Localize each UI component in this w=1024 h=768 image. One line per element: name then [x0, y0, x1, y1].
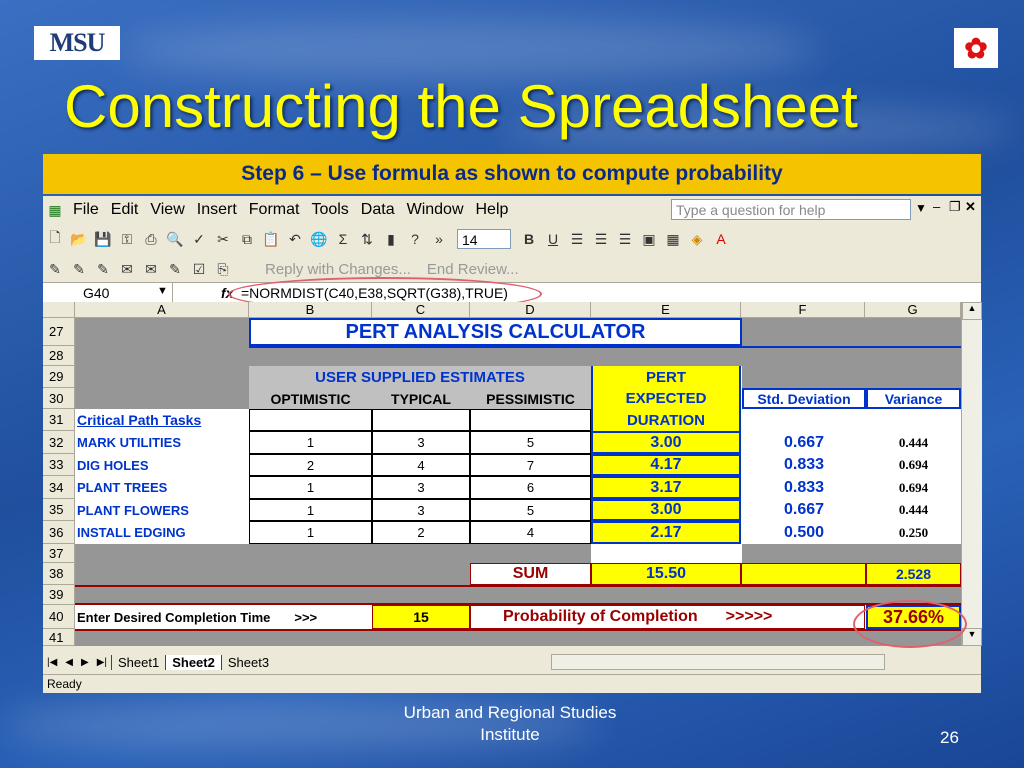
print-preview-icon[interactable]: 🔍: [166, 230, 184, 247]
pessimistic-value[interactable]: 7: [470, 454, 591, 476]
bold-icon[interactable]: B: [523, 231, 535, 247]
sum-duration[interactable]: 15.50: [591, 563, 741, 585]
variance-value[interactable]: 0.250: [898, 524, 929, 540]
col-header-e[interactable]: E: [591, 302, 741, 318]
spreadsheet-grid: [43, 302, 961, 646]
help-search-input[interactable]: Type a question for help: [671, 199, 911, 220]
tab-next-icon[interactable]: ▶: [81, 656, 89, 668]
formula-input[interactable]: =NORMDIST(C40,E38,SQRT(G38),TRUE): [241, 285, 508, 301]
row-header[interactable]: 29: [43, 366, 75, 388]
autosum-icon[interactable]: Σ: [338, 231, 348, 247]
paste-icon[interactable]: 📋: [262, 230, 280, 247]
footer-institute: [370, 702, 650, 746]
undo-icon[interactable]: ↶: [289, 230, 301, 247]
optimistic-value[interactable]: 1: [249, 499, 372, 521]
duration-header[interactable]: DURATION: [591, 409, 741, 431]
probability-result[interactable]: 37.66%: [866, 605, 961, 629]
row-header[interactable]: 31: [43, 409, 75, 431]
cell-empty[interactable]: [470, 409, 591, 431]
chart-icon[interactable]: ▮: [387, 230, 395, 247]
page-number: 26: [940, 728, 959, 747]
row-header[interactable]: 39: [43, 585, 75, 605]
gray-block: [742, 544, 961, 563]
optimistic-value[interactable]: 2: [249, 454, 372, 476]
expected-duration-value[interactable]: 2.17: [591, 521, 741, 544]
menu-edit[interactable]: Edit: [110, 201, 139, 218]
scroll-up-icon[interactable]: ▲: [962, 302, 982, 320]
menu-tools[interactable]: Tools: [311, 201, 349, 218]
save-icon[interactable]: 💾: [94, 230, 112, 247]
std-deviation-header[interactable]: Std. Deviation: [742, 388, 866, 409]
gray-block: [75, 629, 961, 646]
tab-prev-icon[interactable]: ◀: [65, 656, 73, 668]
completion-time-input[interactable]: 15: [372, 605, 470, 629]
cell-empty[interactable]: [741, 563, 866, 585]
row-header[interactable]: 40: [43, 605, 75, 629]
probability-label-text: Probability of Completion: [503, 608, 698, 625]
step-banner: Step 6 – Use formula as shown to compute probability: [43, 154, 981, 194]
cell-empty[interactable]: [249, 409, 372, 431]
row-header[interactable]: 35: [43, 499, 75, 521]
col-header-b[interactable]: B: [249, 302, 372, 318]
sum-label[interactable]: SUM: [470, 563, 591, 585]
variance-value[interactable]: 0.694: [898, 457, 929, 472]
user-estimates-header[interactable]: USER SUPPLIED ESTIMATES: [249, 366, 591, 388]
select-all-corner[interactable]: [43, 302, 75, 318]
tab-sheet3[interactable]: Sheet3: [221, 655, 275, 670]
col-header-a[interactable]: A: [75, 302, 249, 318]
std-deviation-value[interactable]: 0.833: [783, 478, 825, 496]
menu-data[interactable]: Data: [360, 201, 395, 218]
row-header[interactable]: 41: [43, 629, 75, 646]
variance-value[interactable]: 0.694: [898, 479, 929, 495]
task-name[interactable]: PLANT TREES: [77, 480, 168, 495]
scroll-down-icon[interactable]: ▼: [962, 628, 982, 646]
sheet-tab-bar: [43, 652, 981, 672]
menu-insert[interactable]: Insert: [196, 201, 237, 218]
vertical-scrollbar[interactable]: [961, 302, 982, 646]
copy-icon[interactable]: ⧉: [242, 230, 252, 247]
probability-label[interactable]: [470, 605, 865, 629]
row-header[interactable]: 37: [43, 544, 75, 563]
end-review[interactable]: End Review...: [426, 260, 519, 278]
hyperlink-icon[interactable]: 🌐: [310, 230, 328, 247]
expected-duration-value[interactable]: 3.00: [591, 431, 741, 454]
fx-icon[interactable]: fx: [221, 285, 234, 301]
review-icon-3[interactable]: ✎: [97, 260, 109, 277]
font-size-select[interactable]: 14: [457, 229, 511, 249]
pessimistic-value[interactable]: 5: [470, 499, 591, 521]
permission-icon[interactable]: ⚿: [121, 230, 133, 247]
typical-value[interactable]: 3: [372, 499, 470, 521]
review-icon-1[interactable]: ✎: [49, 260, 61, 277]
name-box[interactable]: G40: [43, 283, 173, 303]
merge-center-icon[interactable]: ▣: [642, 230, 656, 247]
pessimistic-value[interactable]: 4: [470, 521, 591, 544]
print-icon[interactable]: ⎙: [145, 230, 157, 247]
review-icon-4[interactable]: ✉: [121, 260, 133, 277]
tab-first-icon[interactable]: |◀: [47, 656, 58, 668]
typical-value[interactable]: 3: [372, 476, 470, 499]
fill-color-icon[interactable]: ◈: [691, 230, 703, 247]
expected-duration-value[interactable]: 3.00: [591, 499, 741, 521]
row-header[interactable]: 32: [43, 431, 75, 454]
col-header-f[interactable]: F: [741, 302, 865, 318]
std-deviation-value[interactable]: 0.667: [783, 433, 825, 451]
footer-line1: Urban and Regional Studies: [403, 703, 617, 722]
excel-doc-icon[interactable]: ▦: [48, 201, 62, 218]
col-header-d[interactable]: D: [470, 302, 591, 318]
new-icon[interactable]: 🗋: [49, 229, 61, 245]
footer-line2: Institute: [480, 725, 540, 744]
completion-label-text: Enter Desired Completion Time: [77, 609, 271, 625]
optimistic-value[interactable]: 1: [249, 476, 372, 499]
sum-variance[interactable]: 2.528: [866, 563, 961, 585]
seal-icon: ✿: [954, 28, 998, 68]
gray-block: [75, 585, 961, 605]
row-header[interactable]: 28: [43, 346, 75, 366]
pessimistic-header[interactable]: PESSIMISTIC: [470, 388, 591, 409]
probability-arrows: >>>>>: [725, 608, 773, 625]
review-icon-6[interactable]: ✎: [169, 260, 181, 277]
msu-logo: MSU: [34, 26, 120, 60]
align-right-icon[interactable]: ☰: [618, 230, 632, 247]
typical-value[interactable]: 3: [372, 431, 470, 454]
formula-bar: [43, 282, 981, 303]
cut-icon[interactable]: ✂: [217, 230, 229, 247]
typical-value[interactable]: 2: [372, 521, 470, 544]
review-icon-7[interactable]: ☑: [192, 260, 206, 277]
align-left-icon[interactable]: ☰: [570, 230, 584, 247]
gray-block: [742, 318, 961, 346]
variance-value[interactable]: 0.444: [898, 434, 929, 450]
typical-header[interactable]: TYPICAL: [372, 388, 470, 409]
help-icon[interactable]: ?: [411, 231, 419, 247]
review-icon-8[interactable]: ⎘: [217, 260, 229, 277]
optimistic-value[interactable]: 1: [249, 431, 372, 454]
slide-title: Constructing the Spreadsheet: [64, 73, 858, 140]
row-header[interactable]: 38: [43, 563, 75, 585]
menu-view[interactable]: View: [150, 201, 185, 218]
align-center-icon[interactable]: ☰: [594, 230, 608, 247]
critical-path-tasks-header[interactable]: Critical Path Tasks: [75, 409, 249, 431]
menu-bar: [43, 196, 981, 224]
row-header[interactable]: 36: [43, 521, 75, 544]
tab-sheet2[interactable]: Sheet2: [165, 655, 221, 670]
reviewing-toolbar: [43, 254, 981, 284]
restore-icon[interactable]: ❐: [949, 199, 961, 214]
menu-help[interactable]: Help: [475, 201, 509, 218]
name-box-dropdown-icon[interactable]: ▼: [157, 285, 168, 297]
borders-icon[interactable]: ▦: [666, 230, 680, 247]
sort-icon[interactable]: ⇅: [361, 230, 373, 247]
review-icon-2[interactable]: ✎: [73, 260, 85, 277]
tab-sheet1[interactable]: Sheet1: [111, 655, 165, 670]
row-header[interactable]: 27: [43, 318, 75, 346]
close-icon[interactable]: ✕: [965, 199, 976, 214]
task-name[interactable]: INSTALL EDGING: [77, 525, 186, 540]
underline-icon[interactable]: U: [547, 231, 559, 247]
col-header-g[interactable]: G: [865, 302, 961, 318]
cell-empty[interactable]: [372, 409, 470, 431]
expected-header[interactable]: EXPECTED: [591, 388, 741, 409]
help-dropdown-icon[interactable]: ▼: [915, 201, 927, 215]
gray-block: [742, 366, 961, 388]
variance-header[interactable]: Variance: [866, 388, 961, 409]
spelling-icon[interactable]: ✓: [193, 230, 205, 247]
variance-value[interactable]: 0.444: [898, 502, 929, 517]
row-header[interactable]: 34: [43, 476, 75, 499]
optimistic-value[interactable]: 1: [249, 521, 372, 544]
std-deviation-value[interactable]: 0.500: [783, 523, 825, 541]
row-header[interactable]: 33: [43, 454, 75, 476]
font-color-icon[interactable]: A: [716, 231, 726, 247]
col-header-c[interactable]: C: [372, 302, 470, 318]
standard-toolbar: [43, 224, 981, 254]
task-name[interactable]: PLANT FLOWERS: [77, 502, 189, 518]
task-name[interactable]: MARK UTILITIES: [77, 435, 181, 450]
tab-last-icon[interactable]: ▶|: [96, 656, 107, 668]
review-icon-5[interactable]: ✉: [145, 260, 157, 277]
probability-highlight: [853, 600, 967, 648]
menu-format[interactable]: Format: [248, 201, 300, 218]
completion-arrows: >>>: [294, 609, 318, 625]
status-bar: Ready: [43, 674, 981, 693]
calculator-title[interactable]: PERT ANALYSIS CALCULATOR: [249, 318, 742, 346]
task-name[interactable]: DIG HOLES: [77, 457, 149, 473]
gray-block: [249, 346, 961, 366]
completion-time-label[interactable]: [75, 605, 372, 629]
horizontal-scrollbar[interactable]: [551, 654, 885, 670]
overflow-icon[interactable]: »: [435, 231, 443, 247]
optimistic-header[interactable]: OPTIMISTIC: [249, 388, 372, 409]
menu-file[interactable]: File: [73, 201, 99, 218]
excel-window: [43, 196, 981, 693]
typical-value[interactable]: 4: [372, 454, 470, 476]
pessimistic-value[interactable]: 5: [470, 431, 591, 454]
std-deviation-value[interactable]: 0.833: [783, 456, 825, 473]
std-deviation-value[interactable]: 0.667: [783, 501, 825, 518]
expected-duration-value[interactable]: 3.17: [591, 476, 741, 499]
pessimistic-value[interactable]: 6: [470, 476, 591, 499]
pert-header[interactable]: PERT: [591, 366, 741, 388]
menu-window[interactable]: Window: [406, 201, 464, 218]
row-header[interactable]: 30: [43, 388, 75, 409]
minimize-icon[interactable]: ‒: [933, 199, 941, 214]
reply-with-changes[interactable]: Reply with Changes...: [265, 260, 411, 278]
expected-duration-value[interactable]: 4.17: [591, 454, 741, 476]
open-icon[interactable]: 📂: [70, 230, 88, 247]
